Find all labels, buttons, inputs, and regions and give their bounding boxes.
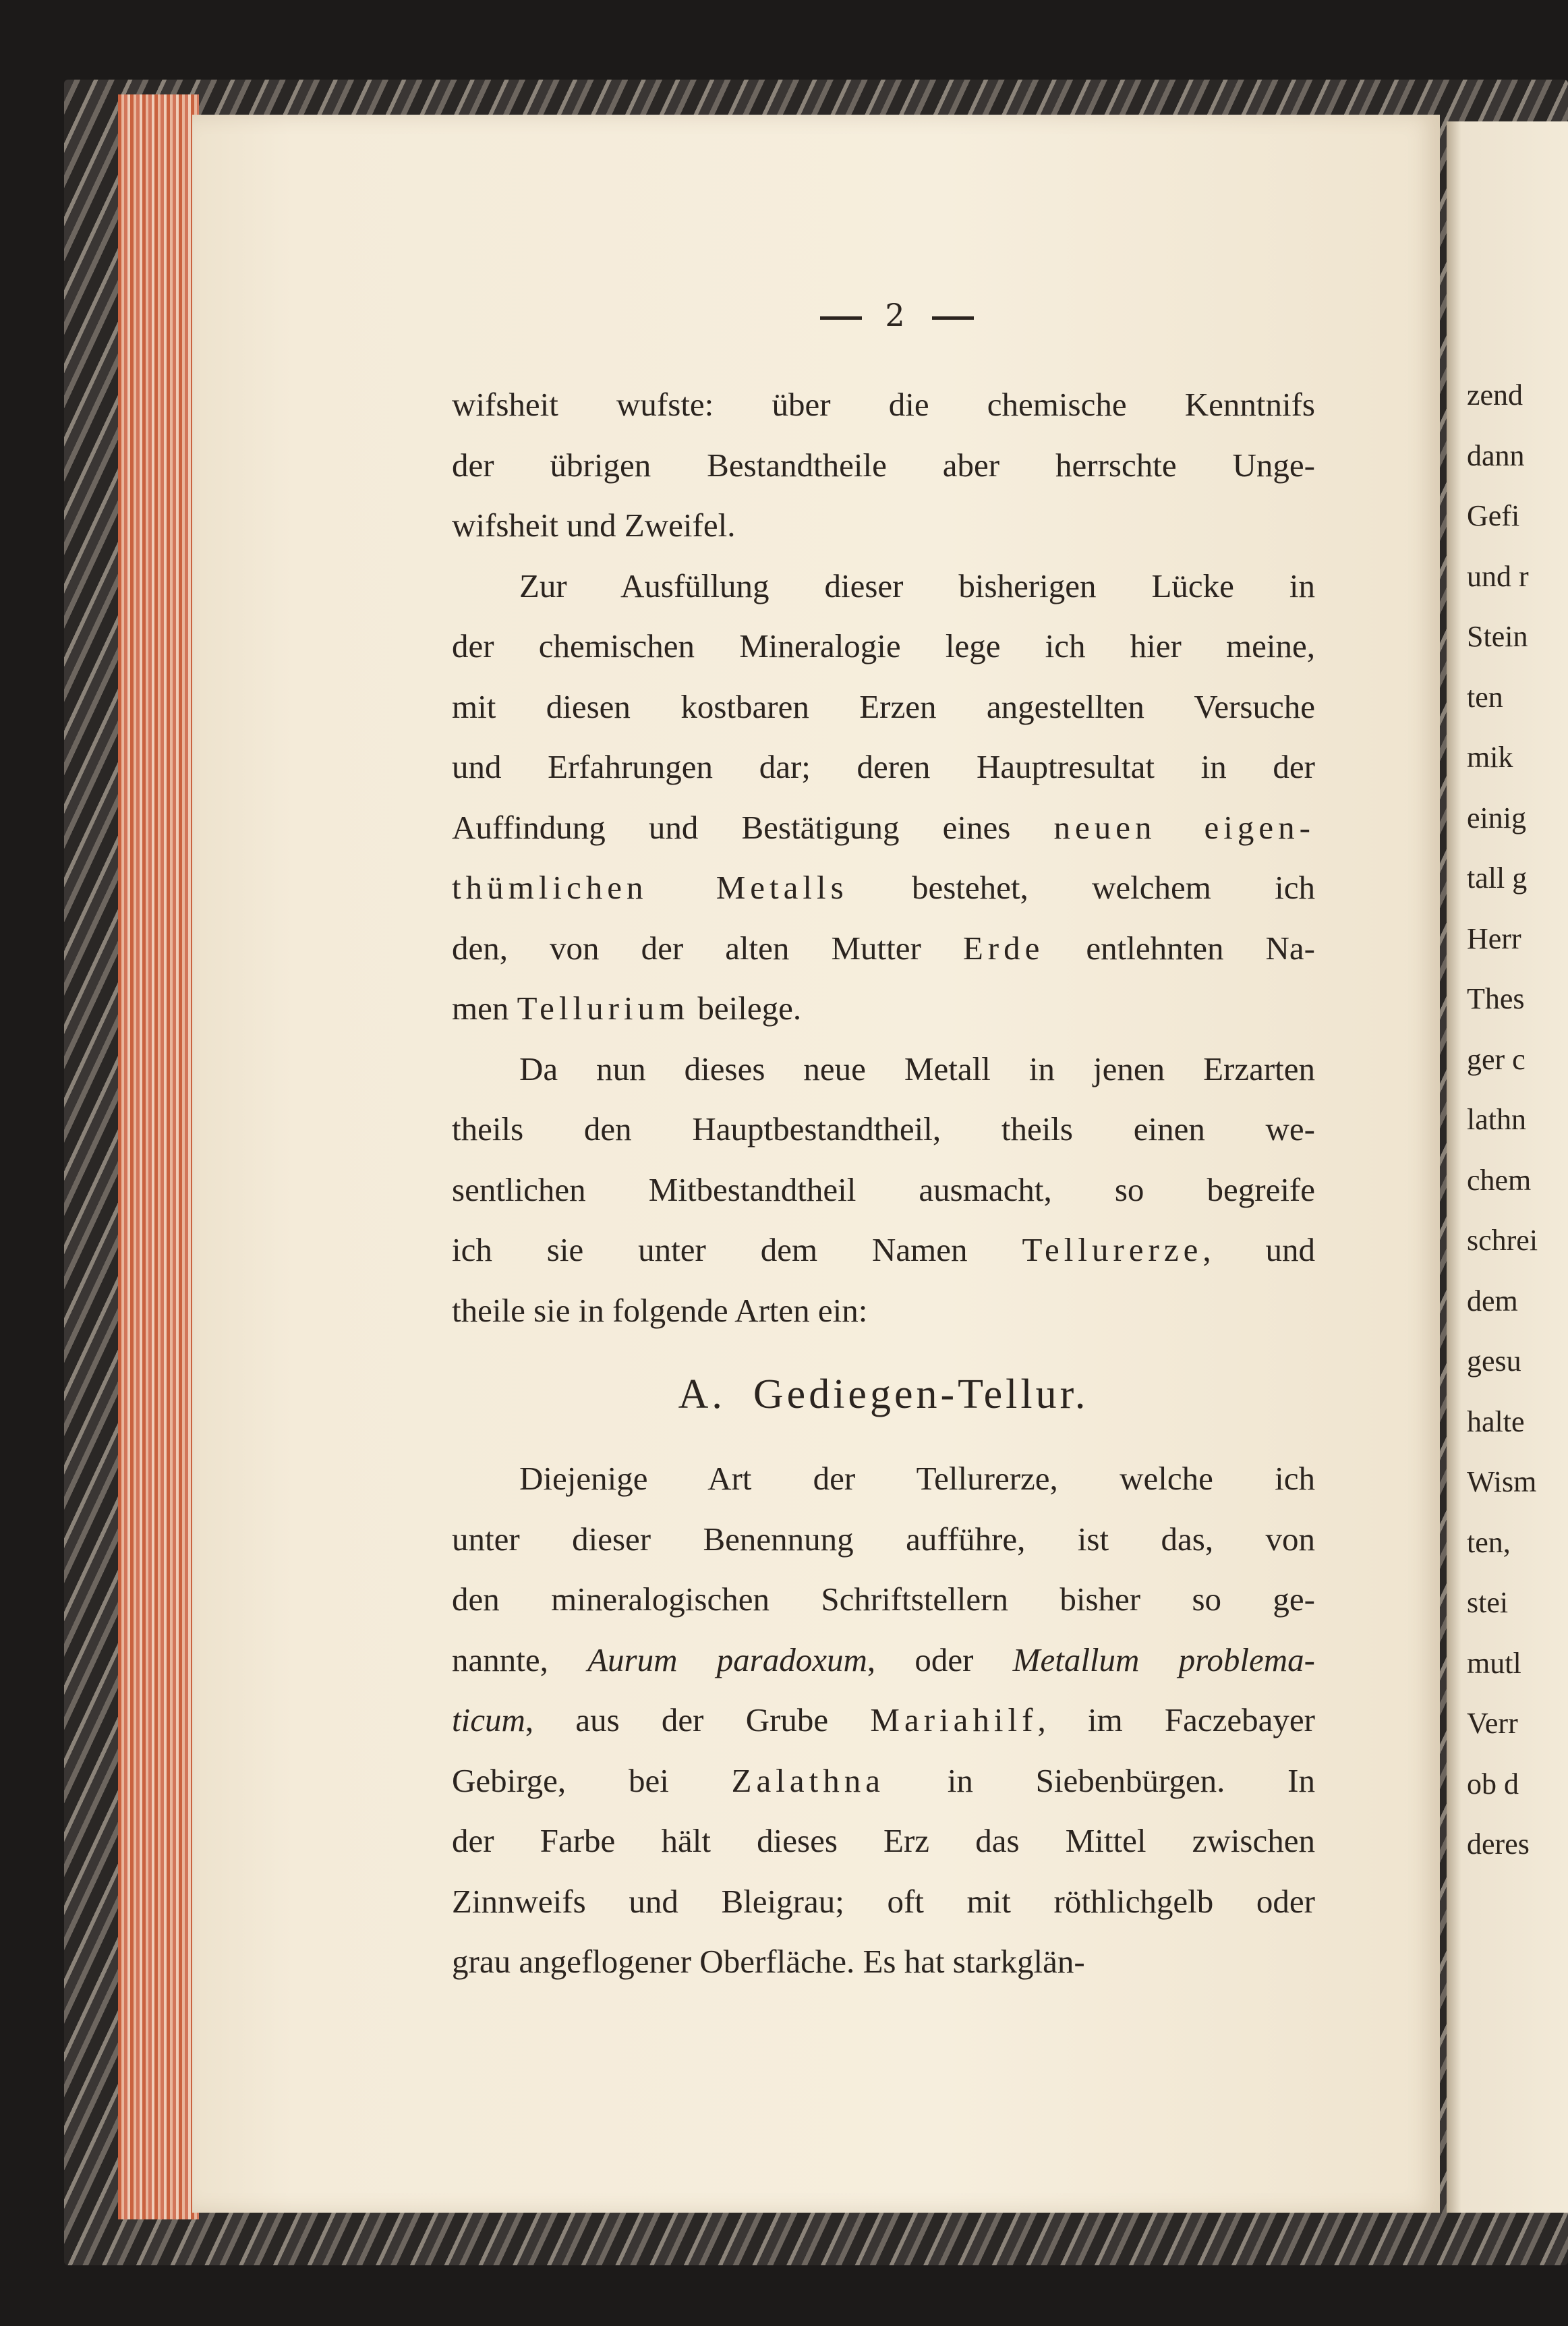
text-run: beilege. bbox=[689, 990, 802, 1027]
text-line bbox=[452, 677, 1315, 737]
text-line bbox=[452, 1280, 1315, 1341]
facing-page-fragment: ger c bbox=[1467, 1042, 1526, 1076]
text-run: , und bbox=[1202, 1231, 1315, 1268]
facing-page-fragment: ten bbox=[1467, 680, 1503, 714]
text-run: Auffindung und Bestätigung eines bbox=[452, 808, 1054, 846]
text-run: unter dieser Benennung aufführe, ist das, von bbox=[452, 1520, 1315, 1558]
text-run: Diejenige Art der Tellurerze, welche ich bbox=[519, 1460, 1315, 1497]
text-run: ich sie unter dem Namen bbox=[452, 1231, 1022, 1268]
text-run: , aus der Grube bbox=[525, 1701, 871, 1738]
italic-term: ticum bbox=[452, 1701, 525, 1738]
text-run: der chemischen Mineralogie lege ich hier meine, bbox=[452, 627, 1315, 664]
folio-dash-left bbox=[820, 316, 862, 320]
facing-page-fragment: dem bbox=[1467, 1284, 1518, 1317]
text-line bbox=[452, 556, 1315, 617]
page-edges bbox=[118, 94, 199, 2219]
facing-page-fragment: Wism bbox=[1467, 1465, 1537, 1498]
folio-dash-right bbox=[932, 316, 974, 320]
text-run: Zur Ausfüllung dieser bisherigen Lücke in bbox=[519, 567, 1315, 604]
facing-page-fragment: und r bbox=[1467, 559, 1529, 593]
text-line bbox=[452, 1630, 1315, 1691]
text-run: Zinnweifs und Bleigrau; oft mit röthlichgelb oder bbox=[452, 1882, 1315, 1920]
facing-page-fragment: zend bbox=[1467, 378, 1523, 412]
facing-page-fragment: ten, bbox=[1467, 1525, 1511, 1559]
text-line bbox=[452, 797, 1315, 858]
text-block-intro bbox=[452, 374, 1315, 1340]
text-line bbox=[452, 435, 1315, 496]
facing-page-fragment: Thes bbox=[1467, 982, 1525, 1015]
text-line bbox=[452, 857, 1315, 918]
text-run: in Siebenbürgen. In bbox=[884, 1761, 1315, 1799]
text-line bbox=[452, 374, 1315, 435]
facing-page-fragment: Stein bbox=[1467, 620, 1528, 653]
facing-page-fragment: einig bbox=[1467, 801, 1526, 834]
facing-page-fragment: mutl bbox=[1467, 1646, 1521, 1680]
text-run: grau angeflogener Oberfläche. Es hat starkglän- bbox=[452, 1943, 1085, 1980]
facing-page-fragment: mik bbox=[1467, 741, 1513, 774]
text-line bbox=[452, 1099, 1315, 1160]
facing-page-fragment: dann bbox=[1467, 438, 1525, 472]
text-line bbox=[452, 616, 1315, 677]
text-run: den, von der alten Mutter bbox=[452, 929, 963, 967]
text-run: wifsheit wufste: über die chemische Kenntnifs bbox=[452, 386, 1315, 423]
page-number bbox=[762, 297, 1032, 333]
text-block-section-a bbox=[452, 1448, 1315, 1992]
facing-page-fragment: gesu bbox=[1467, 1344, 1521, 1378]
facing-page-fragment: schrei bbox=[1467, 1224, 1538, 1257]
text-line bbox=[452, 1690, 1315, 1751]
facing-page-fragment: Gefi bbox=[1467, 499, 1520, 532]
italic-term: Metallum problema- bbox=[1012, 1641, 1315, 1678]
folio-number: 2 bbox=[885, 297, 909, 333]
facing-page-fragment: halte bbox=[1467, 1405, 1525, 1438]
facing-page-fragment: lathn bbox=[1467, 1103, 1526, 1136]
text-run: , im Faczebayer bbox=[1037, 1701, 1315, 1738]
text-run: men bbox=[452, 990, 517, 1027]
heading-gap bbox=[726, 1371, 753, 1417]
spaced-term: Tellurerze bbox=[1022, 1231, 1203, 1268]
text-run: und Erfahrungen dar; deren Hauptresultat in der bbox=[452, 748, 1315, 785]
text-line bbox=[452, 978, 1315, 1039]
text-run: bestehet, welchem ich bbox=[848, 869, 1316, 906]
text-line bbox=[452, 1039, 1315, 1100]
text-line bbox=[452, 1220, 1315, 1280]
text-run: sentlichen Mitbestandtheil ausmacht, so begreife bbox=[452, 1170, 1315, 1208]
text-line bbox=[452, 1448, 1315, 1509]
text-line bbox=[452, 1871, 1315, 1932]
text-line bbox=[452, 1509, 1315, 1570]
spaced-term: Zalathna bbox=[731, 1761, 885, 1799]
text-line bbox=[452, 1751, 1315, 1811]
text-run: entlehnten Na- bbox=[1044, 929, 1315, 967]
spaced-term: Mariahilf bbox=[870, 1701, 1038, 1738]
spaced-term: neuen eigen- bbox=[1053, 808, 1315, 846]
text-run: theile sie in folgende Arten ein: bbox=[452, 1291, 868, 1329]
facing-page bbox=[1447, 121, 1568, 2213]
facing-page-fragment: Verr bbox=[1467, 1707, 1518, 1740]
spaced-term: Tellurium bbox=[517, 990, 690, 1027]
text-run: mit diesen kostbaren Erzen angestellten Versuche bbox=[452, 687, 1315, 725]
text-line bbox=[452, 1160, 1315, 1220]
facing-page-fragment: chem bbox=[1467, 1163, 1532, 1197]
text-line bbox=[452, 1811, 1315, 1871]
text-line bbox=[452, 495, 1315, 556]
facing-page-fragment: Herr bbox=[1467, 921, 1521, 955]
page-text bbox=[452, 374, 1315, 1992]
section-heading bbox=[452, 1340, 1315, 1448]
spaced-term: Erde bbox=[962, 929, 1045, 967]
text-run: den mineralogischen Schriftstellern bisher so ge- bbox=[452, 1581, 1315, 1618]
text-line bbox=[452, 1569, 1315, 1630]
text-run: Gebirge, bei bbox=[452, 1761, 732, 1799]
text-run: wifsheit und Zweifel. bbox=[452, 507, 736, 544]
facing-page-fragment: ob d bbox=[1467, 1767, 1519, 1800]
text-line bbox=[452, 918, 1315, 979]
text-line bbox=[452, 1931, 1315, 1992]
section-title: Gediegen-Tellur. bbox=[753, 1371, 1089, 1417]
facing-page-fragment: stei bbox=[1467, 1586, 1509, 1619]
text-run: der Farbe hält dieses Erz das Mittel zwischen bbox=[452, 1822, 1315, 1859]
text-run: der übrigen Bestandtheile aber herrschte Unge- bbox=[452, 446, 1315, 484]
text-run: Da nun dieses neue Metall in jenen Erzarten bbox=[519, 1050, 1315, 1087]
italic-term: Aurum paradoxum bbox=[587, 1641, 867, 1678]
section-label: A. bbox=[678, 1371, 726, 1417]
text-run: theils den Hauptbestandtheil, theils einen we- bbox=[452, 1110, 1315, 1147]
facing-page-fragment: deres bbox=[1467, 1827, 1530, 1861]
text-line bbox=[452, 737, 1315, 797]
text-run: nannte, bbox=[452, 1641, 588, 1678]
text-run: , oder bbox=[867, 1641, 1013, 1678]
spaced-term: thümlichen Metalls bbox=[452, 869, 848, 906]
facing-page-fragment: tall g bbox=[1467, 861, 1528, 895]
